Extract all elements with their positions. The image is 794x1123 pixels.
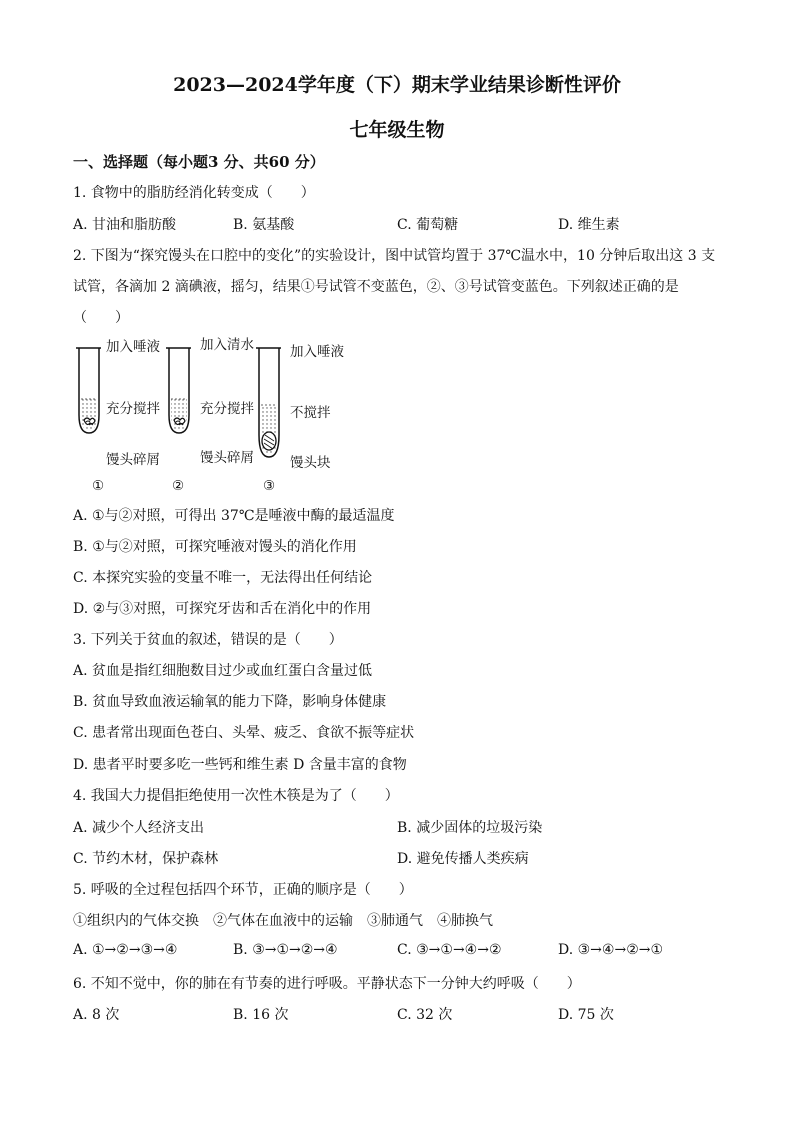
q4-options-row1 bbox=[73, 817, 723, 837]
q6-option-d: D. 75 次 bbox=[558, 1007, 614, 1023]
tube2-label-middle: 充分搅拌 bbox=[200, 401, 254, 417]
q2-stem-line2: 试管，各滴加 2 滴碘液，摇匀，结果①号试管不变蓝色，②、③号试管变蓝色。下列叙述正确的是 bbox=[73, 279, 679, 295]
tube1-label-top: 加入唾液 bbox=[106, 339, 160, 355]
tube-3 bbox=[256, 348, 281, 457]
q5-steps: ①组织内的气体交换 ②气体在血液中的运输 ③肺通气 ④肺换气 bbox=[73, 913, 493, 929]
q5-stem: 5. 呼吸的全过程包括四个环节，正确的顺序是（ ） bbox=[73, 882, 413, 898]
section-heading: 一、选择题（每小题3 分、共60 分） bbox=[73, 153, 325, 171]
tube3-label-top: 加入唾液 bbox=[290, 344, 344, 360]
q6-options bbox=[73, 1004, 723, 1024]
q5-option-d: D. ③→④→②→① bbox=[558, 942, 664, 958]
q2-stem-line1: 2. 下图为“探究馒头在口腔中的变化”的实验设计，图中试管均置于 37℃温水中，10 分钟后取出这 3 支 bbox=[73, 248, 716, 264]
q6-stem: 6. 不知不觉中，你的肺在有节奏的进行呼吸。平静状态下一分钟大约呼吸（ ） bbox=[73, 976, 581, 992]
q2-option-c: C. 本探究实验的变量不唯一，无法得出任何结论 bbox=[73, 570, 373, 586]
q4-option-d: D. 避免传播人类疾病 bbox=[397, 851, 529, 867]
q3-option-d: D. 患者平时要多吃一些钙和维生素 D 含量丰富的食物 bbox=[73, 757, 407, 773]
q1-option-b: B. 氨基酸 bbox=[233, 217, 295, 233]
tube3-number: ③ bbox=[263, 478, 276, 494]
q3-option-b: B. 贫血导致血液运输氧的能力下降，影响身体健康 bbox=[73, 694, 387, 710]
tube2-label-top: 加入清水 bbox=[200, 337, 254, 353]
q1-option-c: C. 葡萄糖 bbox=[397, 217, 459, 233]
page-title: 2023—2024学年度（下）期末学业结果诊断性评价 bbox=[173, 74, 621, 96]
q4-option-a: A. 减少个人经济支出 bbox=[73, 820, 205, 836]
tube-1 bbox=[76, 348, 101, 433]
q1-option-d: D. 维生素 bbox=[558, 217, 620, 233]
q2-option-b: B. ①与②对照，可探究唾液对馒头的消化作用 bbox=[73, 539, 357, 555]
q4-option-b: B. 减少固体的垃圾污染 bbox=[397, 820, 543, 836]
q3-option-c: C. 患者常出现面色苍白、头晕、疲乏、食欲不振等症状 bbox=[73, 725, 415, 741]
tube1-label-middle: 充分搅拌 bbox=[106, 401, 160, 417]
tube3-label-bottom: 馒头块 bbox=[290, 455, 331, 471]
q4-stem: 4. 我国大力提倡拒绝使用一次性木筷是为了（ ） bbox=[73, 788, 399, 804]
q1-option-a: A. 甘油和脂肪酸 bbox=[73, 217, 177, 233]
q6-option-b: B. 16 次 bbox=[233, 1007, 289, 1023]
q5-options bbox=[73, 942, 723, 962]
q5-option-b: B. ③→①→②→④ bbox=[233, 942, 338, 958]
tube1-label-bottom: 馒头碎屑 bbox=[106, 452, 160, 468]
q2-option-a: A. ①与②对照，可得出 37℃是唾液中酶的最适温度 bbox=[73, 508, 395, 524]
q2-stem-line3: （ ） bbox=[73, 310, 129, 326]
q4-option-c: C. 节约木材，保护森林 bbox=[73, 851, 219, 867]
tube1-number: ① bbox=[92, 478, 105, 494]
q2-option-d: D. ②与③对照，可探究牙齿和舌在消化中的作用 bbox=[73, 601, 372, 617]
tube2-label-bottom: 馒头碎屑 bbox=[200, 450, 254, 466]
q1-stem: 1. 食物中的脂肪经消化转变成（ ） bbox=[73, 185, 315, 201]
tube-2 bbox=[166, 348, 191, 433]
q5-option-c: C. ③→①→④→② bbox=[397, 942, 502, 958]
q6-option-a: A. 8 次 bbox=[73, 1007, 120, 1023]
q3-stem: 3. 下列关于贫血的叙述，错误的是（ ） bbox=[73, 632, 343, 648]
q5-option-a: A. ①→②→③→④ bbox=[73, 942, 178, 958]
tube3-label-middle: 不搅拌 bbox=[290, 405, 331, 421]
q6-option-c: C. 32 次 bbox=[397, 1007, 453, 1023]
test-tube-figure bbox=[70, 335, 370, 495]
q3-option-a: A. 贫血是指红细胞数目过少或血红蛋白含量过低 bbox=[73, 663, 373, 679]
q1-options bbox=[73, 214, 723, 234]
tube2-number: ② bbox=[172, 478, 185, 494]
page-subtitle: 七年级生物 bbox=[349, 119, 445, 141]
q4-options-row2 bbox=[73, 848, 723, 868]
